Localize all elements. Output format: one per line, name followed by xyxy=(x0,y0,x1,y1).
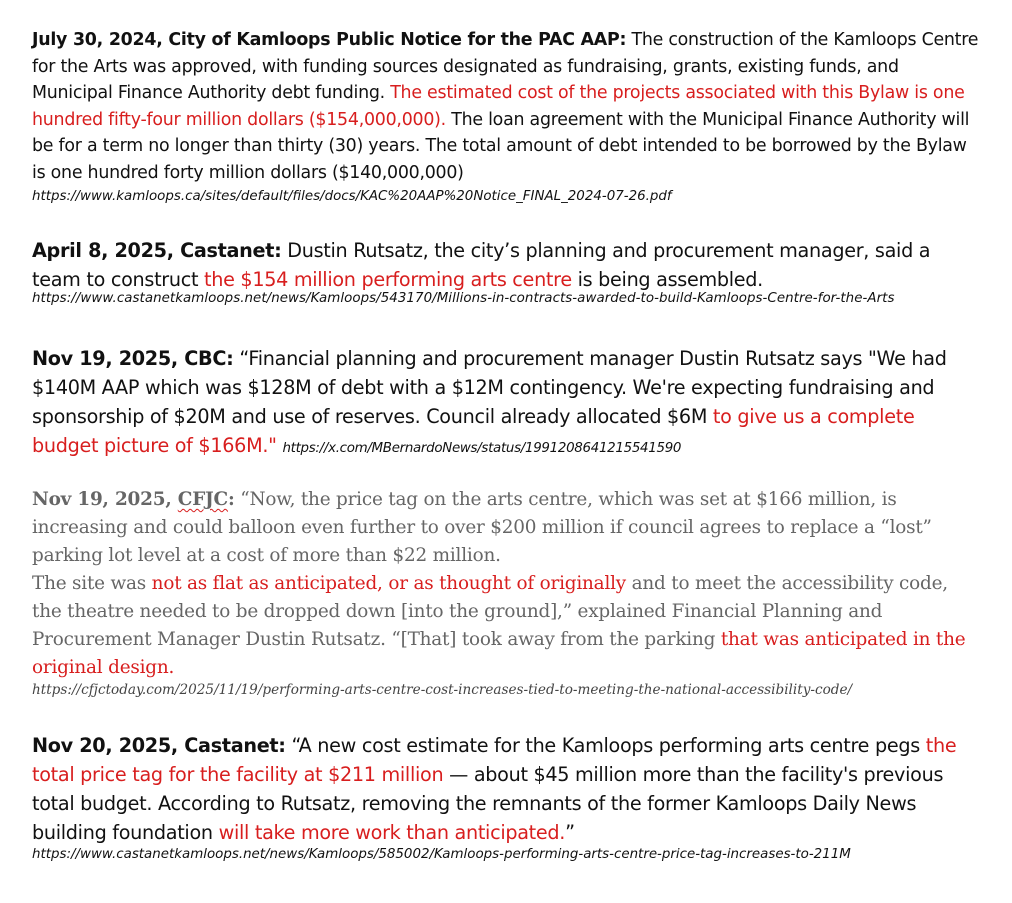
entry-kamloops-notice xyxy=(32,27,982,207)
heading-date: Nov 19, 2025, xyxy=(32,489,178,510)
entry-text: — about $45 million more than the facility's previous total budget. According to Rutsatz, removing the remnants of the former Kamloops Daily News building foundation xyxy=(32,763,944,844)
source-link[interactable]: https://www.kamloops.ca/sites/default/files/docs/KAC%20AAP%20Notice_FINAL_2024-07-26.pdf xyxy=(32,188,672,204)
entry-text: The loan agreement with the Municipal Finance Authority will be for a term no longer than thirty (30) years. The total amount of debt intended to be borrowed by the Bylaw is one hundred forty million dollars ($140,000,000) xyxy=(32,109,970,183)
entry-text: ” xyxy=(565,821,575,844)
entry-castanet-november xyxy=(32,731,982,865)
entry-heading: Nov 19, 2025, CBC: xyxy=(32,347,234,370)
entry-heading xyxy=(32,489,235,510)
source-link[interactable]: https://www.castanetkamloops.net/news/Kamloops/585002/Kamloops-performing-arts-centre-price-tag-increases-to-211M xyxy=(32,847,851,862)
entry-paragraph xyxy=(32,236,982,294)
heading-colon: : xyxy=(228,489,235,510)
entry-highlight: will take more work than anticipated. xyxy=(218,821,566,844)
entry-highlight: the $154 million performing arts centre xyxy=(204,268,572,291)
entry-heading: April 8, 2025, Castanet: xyxy=(32,239,282,262)
entry-paragraph xyxy=(32,486,982,682)
entry-text: and to meet the accessibility code, the theatre needed to be dropped down [into the ground],” explained Financial Planning and Procurement Manager Dustin Rutsatz. “[That] took away from the parking xyxy=(32,573,948,650)
entry-text: “Financial planning and procurement manager Dustin Rutsatz says "We had $140M AAP which was $128M of debt with a $12M contingency. We're expecting fundraising and sponsorship of $20M and use of reserves. Council already allocated $6M xyxy=(32,347,947,428)
entry-castanet-april xyxy=(32,236,982,309)
entry-text: The site was xyxy=(32,573,152,594)
entry-text: The construction of the Kamloops Centre for the Arts was approved, with funding sources designated as fundraising, grants, existing funds, and Municipal Finance Authority debt funding. xyxy=(32,30,979,104)
entry-highlight: to give us a complete budget picture of $166M." xyxy=(32,405,915,457)
entry-paragraph xyxy=(32,731,982,847)
entry-paragraph xyxy=(32,27,982,187)
entry-paragraph xyxy=(32,344,982,463)
entry-highlight: not as flat as anticipated, or as thought of originally xyxy=(151,573,626,594)
source-link[interactable]: https://cfjctoday.com/2025/11/19/performing-arts-centre-cost-increases-tied-to-meeting-the-national-accessibility-code/ xyxy=(32,682,853,698)
source-link[interactable]: https://www.castanetkamloops.net/news/Kamloops/543170/Millions-in-contracts-awarded-to-build-Kamloops-Centre-for-the-Arts xyxy=(32,291,895,306)
entry-highlight: the total price tag for the facility at $211 million xyxy=(32,734,957,786)
entry-cbc xyxy=(32,344,982,463)
entry-highlight: The estimated cost of the projects associated with this Bylaw is one hundred fifty-four million dollars ($154,000,000). xyxy=(32,83,965,130)
entry-text: “Now, the price tag on the arts centre, which was set at $166 million, is increasing and could balloon even further to over $200 million if council agrees to replace a “lost” parking lot level at a cost of more than $22 million. xyxy=(32,489,932,566)
entry-text: is being assembled. xyxy=(571,268,763,291)
entry-highlight: that was anticipated in the original design. xyxy=(32,629,966,678)
entry-text: Dustin Rutsatz, the city’s planning and procurement manager, said a team to construct xyxy=(32,239,931,291)
source-link[interactable]: https://x.com/MBernardoNews/status/1991208641215541590 xyxy=(282,441,682,456)
entry-cfjc xyxy=(32,486,982,700)
entry-text: “A new cost estimate for the Kamloops performing arts centre pegs xyxy=(285,734,926,757)
entry-heading: July 30, 2024, City of Kamloops Public Notice for the PAC AAP: xyxy=(32,30,627,50)
entry-heading: Nov 20, 2025, Castanet: xyxy=(32,734,286,757)
spellcheck-word: CFJC xyxy=(177,489,228,510)
